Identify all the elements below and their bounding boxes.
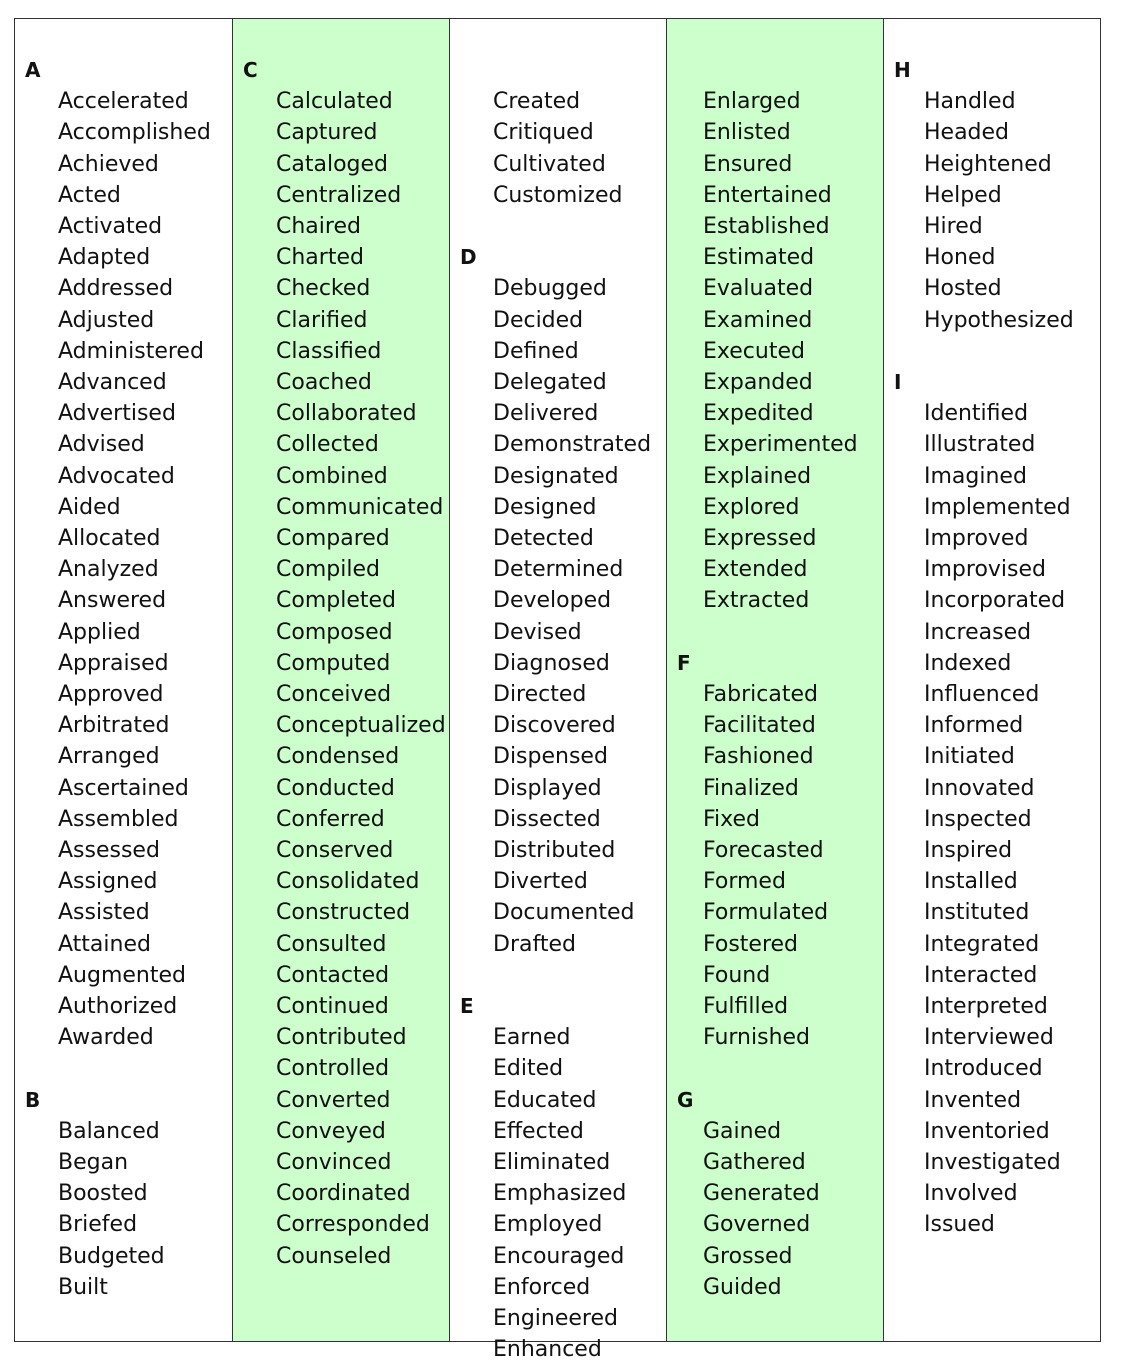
verb-item: Instituted [924, 900, 1030, 926]
verb-item: Hired [924, 214, 983, 239]
verb-item: Identified [924, 401, 1029, 427]
verb-item: Cultivated [493, 151, 606, 177]
verb-item: Enlisted [703, 120, 791, 146]
verb-item: Educated [493, 1087, 597, 1113]
verb-item: Consulted [276, 931, 387, 957]
verb-item: Created [493, 89, 581, 115]
verb-item: Extracted [703, 588, 810, 614]
verb-item: Demonstrated [493, 432, 652, 458]
verb-item: Documented [493, 900, 635, 926]
verb-item: Entertained [703, 182, 832, 208]
verb-item: Extended [703, 557, 808, 583]
verb-item: Achieved [58, 151, 159, 177]
verb-item: Began [58, 1150, 129, 1175]
verb-column [883, 19, 1099, 1341]
verb-item: Advocated [58, 463, 175, 489]
verb-item: Collected [276, 432, 379, 458]
section-letter: I [894, 370, 902, 394]
verb-item: Balanced [58, 1118, 160, 1144]
verb-item: Designated [493, 463, 619, 489]
verb-item: Introduced [924, 1056, 1043, 1082]
section-letter: B [25, 1087, 41, 1112]
verb-item: Helped [924, 182, 1002, 208]
verb-item: Expressed [703, 526, 817, 551]
verb-item: Investigated [924, 1150, 1061, 1175]
verb-item: Compared [276, 526, 390, 551]
verb-item: Arbitrated [58, 713, 170, 739]
verb-item: Diverted [493, 869, 588, 895]
verb-item: Edited [493, 1056, 564, 1082]
verb-item: Analyzed [58, 557, 159, 583]
verb-item: Conferred [276, 806, 385, 832]
verb-item: Conducted [276, 775, 395, 801]
verb-item: Influenced [924, 682, 1040, 707]
verb-item: Administered [58, 338, 204, 364]
verb-item: Coordinated [276, 1181, 411, 1207]
verb-item: Furnished [703, 1025, 811, 1051]
section-letter: G [677, 1087, 694, 1112]
section-letter: H [894, 58, 911, 82]
verb-item: Increased [924, 619, 1032, 645]
verb-item: Allocated [58, 526, 161, 551]
verb-item: Classified [276, 338, 382, 364]
verb-item: Ascertained [58, 775, 189, 801]
verb-item: Explored [703, 494, 800, 520]
verb-column [666, 19, 883, 1341]
verb-item: Executed [703, 338, 805, 364]
verb-item: Captured [276, 120, 378, 146]
verb-item: Implemented [924, 494, 1071, 520]
verb-item: Conceptualized [276, 713, 446, 739]
verb-item: Designed [493, 494, 597, 520]
verb-item: Imagined [924, 463, 1027, 489]
verb-item: Inspected [924, 806, 1032, 832]
verb-column [449, 19, 666, 1363]
verb-item: Issued [924, 1212, 995, 1238]
verb-item: Authorized [58, 994, 178, 1019]
verb-item: Engineered [493, 1306, 618, 1331]
verb-item: Finalized [703, 775, 799, 801]
verb-item: Improved [924, 526, 1029, 551]
verb-item: Converted [276, 1087, 391, 1113]
verb-item: Critiqued [493, 120, 594, 146]
verb-item: Interviewed [924, 1025, 1054, 1051]
verb-item: Heightened [924, 151, 1052, 177]
verb-item: Boosted [58, 1181, 148, 1207]
verb-item: Clarified [276, 307, 368, 333]
verb-item: Delivered [493, 401, 599, 427]
verb-item: Determined [493, 557, 624, 583]
verb-item: Eliminated [493, 1150, 611, 1175]
verb-item: Awarded [58, 1025, 154, 1051]
verb-item: Directed [493, 682, 587, 707]
verb-column [15, 19, 232, 1341]
verb-item: Informed [924, 713, 1024, 739]
section-letter: A [25, 58, 41, 82]
verb-item: Evaluated [703, 276, 814, 302]
verb-item: Hosted [924, 276, 1002, 302]
verb-item: Checked [276, 276, 371, 302]
verb-item: Enhanced [493, 1337, 602, 1363]
verb-item: Answered [58, 588, 167, 614]
verb-item: Appraised [58, 650, 169, 676]
verb-item: Debugged [493, 276, 607, 302]
verb-item: Formed [703, 869, 786, 895]
verb-item: Enforced [493, 1274, 591, 1300]
verb-item: Initiated [924, 744, 1015, 770]
verb-item: Assisted [58, 900, 150, 926]
verb-item: Approved [58, 682, 164, 707]
verb-item: Fashioned [703, 744, 814, 770]
verb-item: Budgeted [58, 1243, 165, 1269]
verb-item: Devised [493, 619, 582, 645]
verb-item: Ensured [703, 151, 793, 177]
verb-item: Aided [58, 494, 121, 520]
verb-item: Expanded [703, 370, 813, 395]
verb-item: Accelerated [58, 89, 189, 115]
verb-item: Fixed [703, 806, 761, 832]
verb-item: Conceived [276, 682, 392, 707]
verb-item: Arranged [58, 744, 160, 770]
verb-item: Innovated [924, 775, 1035, 801]
verb-item: Applied [58, 619, 141, 645]
action-verbs-table [14, 18, 1101, 1363]
verb-item: Found [703, 962, 771, 988]
verb-item: Dispensed [493, 744, 608, 770]
verb-item: Centralized [276, 182, 402, 208]
verb-item: Improvised [924, 557, 1046, 583]
verb-item: Detected [493, 526, 594, 551]
verb-item: Gathered [703, 1150, 806, 1175]
verb-item: Honed [924, 245, 996, 271]
verb-item: Grossed [703, 1243, 793, 1269]
verb-item: Continued [276, 994, 389, 1019]
verb-item: Chaired [276, 214, 361, 239]
verb-item: Completed [276, 588, 396, 614]
section-letter: F [677, 650, 691, 675]
verb-item: Assigned [58, 869, 158, 895]
verb-item: Diagnosed [493, 650, 610, 676]
verb-item: Fabricated [703, 682, 818, 707]
verb-item: Constructed [276, 900, 411, 926]
verb-item: Encouraged [493, 1243, 625, 1269]
verb-item: Generated [703, 1181, 820, 1207]
verb-item: Guided [703, 1274, 782, 1300]
verb-item: Assembled [58, 806, 179, 832]
verb-item: Defined [493, 338, 579, 364]
verb-item: Combined [276, 463, 388, 489]
verb-item: Consolidated [276, 869, 420, 895]
verb-item: Developed [493, 588, 612, 614]
verb-item: Condensed [276, 744, 400, 770]
verb-item: Fulfilled [703, 994, 789, 1019]
section-letter: C [243, 58, 258, 82]
verb-item: Employed [493, 1212, 603, 1238]
verb-item: Estimated [703, 245, 815, 271]
verb-item: Augmented [58, 962, 186, 988]
verb-item: Established [703, 214, 830, 239]
section-letter: E [460, 994, 474, 1018]
verb-item: Explained [703, 463, 812, 489]
verb-item: Controlled [276, 1056, 390, 1082]
verb-item: Acted [58, 182, 121, 208]
verb-item: Earned [493, 1025, 571, 1051]
verb-item: Briefed [58, 1212, 138, 1238]
verb-item: Addressed [58, 276, 174, 302]
verb-item: Cataloged [276, 151, 388, 177]
verb-item: Effected [493, 1118, 584, 1144]
verb-item: Hypothesized [924, 307, 1074, 333]
verb-item: Charted [276, 245, 364, 271]
verb-item: Emphasized [493, 1181, 627, 1207]
verb-item: Advertised [58, 401, 176, 427]
verb-item: Fostered [703, 931, 799, 957]
verb-item: Forecasted [703, 838, 824, 863]
verb-item: Communicated [276, 494, 444, 520]
verb-item: Accomplished [58, 120, 211, 146]
verb-item: Contacted [276, 962, 390, 988]
verb-item: Coached [276, 370, 372, 395]
verb-item: Customized [493, 182, 623, 208]
verb-item: Conveyed [276, 1118, 386, 1144]
verb-item: Activated [58, 214, 163, 239]
verb-item: Distributed [493, 838, 616, 863]
verb-item: Facilitated [703, 713, 816, 739]
verb-item: Gained [703, 1118, 782, 1144]
verb-item: Calculated [276, 89, 393, 115]
verb-item: Adjusted [58, 307, 155, 333]
verb-item: Compiled [276, 557, 380, 583]
verb-item: Conserved [276, 838, 394, 863]
verb-item: Dissected [493, 806, 601, 832]
verb-item: Adapted [58, 245, 151, 271]
verb-item: Expedited [703, 401, 814, 427]
verb-item: Enlarged [703, 89, 801, 115]
verb-item: Composed [276, 619, 393, 645]
verb-item: Installed [924, 869, 1018, 895]
verb-item: Invented [924, 1087, 1022, 1113]
verb-column [232, 19, 449, 1341]
verb-item: Discovered [493, 713, 616, 739]
verb-item: Headed [924, 120, 1010, 146]
verb-item: Incorporated [924, 588, 1066, 614]
verb-item: Counseled [276, 1243, 392, 1269]
section-letter: D [460, 245, 477, 270]
verb-item: Contributed [276, 1025, 407, 1051]
verb-item: Handled [924, 89, 1016, 115]
verb-item: Inventoried [924, 1118, 1050, 1144]
verb-item: Indexed [924, 650, 1012, 676]
verb-item: Drafted [493, 931, 576, 957]
verb-item: Formulated [703, 900, 829, 926]
verb-item: Computed [276, 650, 391, 676]
verb-item: Experimented [703, 432, 858, 458]
verb-item: Examined [703, 307, 813, 333]
verb-item: Decided [493, 307, 584, 333]
verb-item: Convinced [276, 1150, 392, 1175]
verb-item: Advanced [58, 370, 167, 395]
verb-item: Displayed [493, 775, 602, 801]
verb-item: Corresponded [276, 1212, 430, 1238]
verb-item: Delegated [493, 370, 607, 395]
verb-item: Built [58, 1274, 108, 1300]
verb-item: Interacted [924, 962, 1038, 988]
verb-item: Collaborated [276, 401, 417, 427]
verb-item: Attained [58, 931, 151, 957]
verb-item: Inspired [924, 838, 1013, 863]
verb-item: Advised [58, 432, 145, 458]
verb-item: Interpreted [924, 994, 1048, 1019]
verb-item: Illustrated [924, 432, 1036, 458]
verb-item: Governed [703, 1212, 811, 1238]
verb-item: Integrated [924, 931, 1040, 957]
verb-item: Assessed [58, 838, 160, 863]
verb-item: Involved [924, 1181, 1018, 1207]
